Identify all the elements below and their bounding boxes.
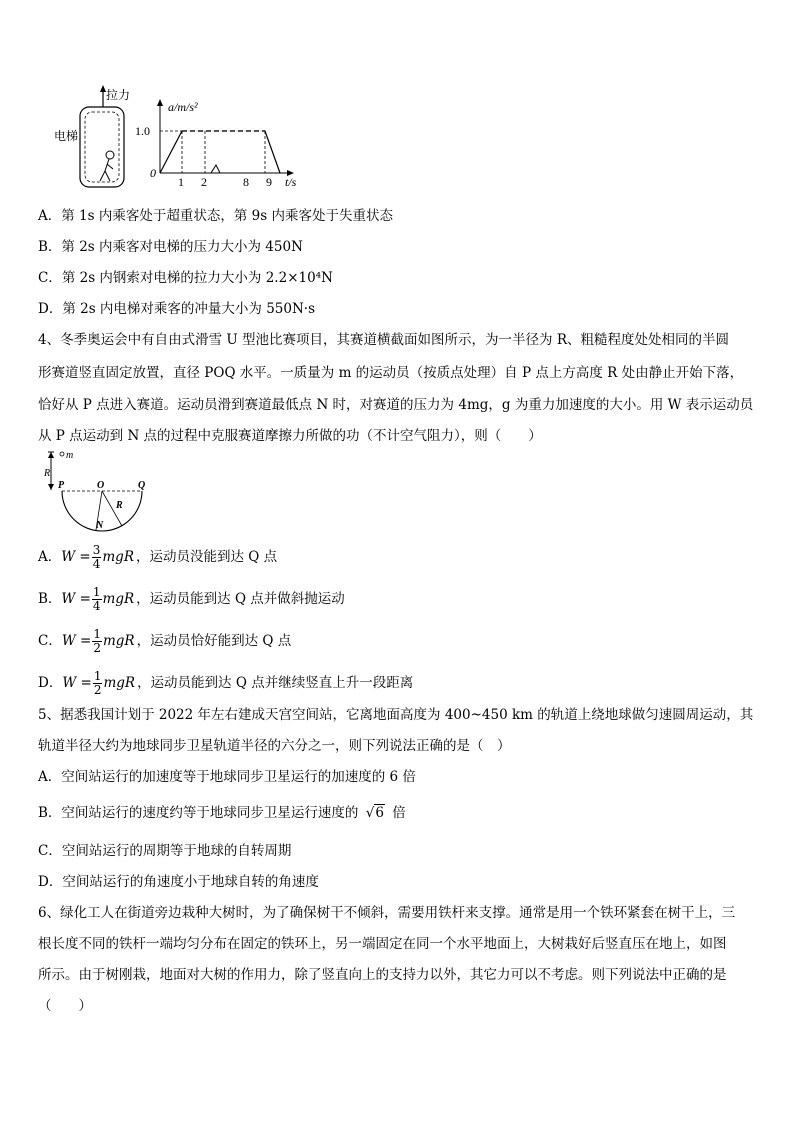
option-b-suffix: 倍 — [392, 805, 406, 821]
halfpipe-svg — [40, 448, 160, 533]
q3-option-a: A．第 1s 内乘客处于超重状态，第 9s 内乘客处于失重状态 — [38, 208, 393, 224]
equation-rhs: mgR — [103, 675, 136, 691]
equation-rhs: mgR — [102, 633, 135, 649]
option-text: ，运动员能到达 Q 点并做斜抛运动 — [136, 591, 345, 607]
q6-stem-line1: 6、绿化工人在街道旁边栽种大树时，为了确保树干不倾斜，需要用铁杆来支撑。通常是用一个铁环紧套在树干上，三 — [38, 905, 736, 921]
equation-rhs: mgR — [102, 549, 134, 565]
fraction — [92, 628, 102, 655]
y-tick-label: 1.0 — [135, 124, 150, 138]
height-r-label: R — [44, 468, 51, 479]
q4-stem-line3: 恰好从 P 点进入赛道。运动员滑到赛道最低点 N 时，对赛道的压力为 4mg，g 为重力加速度的大小。用 W 表示运动员 — [38, 397, 754, 413]
q4-stem-line1: 4、冬季奥运会中有自由式滑雪 U 型池比赛项目，其赛道横截面如图所示，为一半径为 R、粗糙程度处处相同的半圆 — [38, 332, 730, 348]
fraction — [92, 586, 102, 613]
equation-lhs: W = — [61, 549, 91, 565]
elevator-outer — [80, 107, 124, 187]
option-label: D． — [38, 675, 63, 691]
q4-option-b — [38, 585, 345, 613]
q5-option-b — [38, 803, 406, 823]
option-b-text: B．空间站运行的速度约等于地球同步卫星运行速度的 — [38, 805, 359, 821]
denominator: 4 — [92, 598, 101, 613]
q5-option-a: A．空间站运行的加速度等于地球同步卫星运行的加速度的 6 倍 — [38, 769, 416, 785]
q5-stem-line1: 5、据悉我国计划于 2022 年左右建成天宫空间站，它离地面高度为 400~450 km 的轨道上绕地球做匀速圆周运动，其 — [38, 707, 754, 723]
mass-label: m — [66, 450, 74, 461]
q5-option-d: D．空间站运行的角速度小于地球自转的角速度 — [38, 874, 319, 890]
numerator: 1 — [93, 668, 102, 683]
x-tick-1: 1 — [178, 175, 184, 189]
elevator-graph-figure — [50, 85, 310, 195]
lift-label: 电梯 — [54, 129, 79, 143]
q6-stem-line2: 根长度不同的铁杆一端均匀分布在固定的铁环上，另一端固定在同一个水平地面上，大树栽好后竖直压在地上，如图 — [38, 936, 727, 952]
fraction — [92, 544, 102, 571]
fraction — [93, 670, 103, 697]
elevator-inner — [85, 112, 119, 182]
equation-lhs: W = — [61, 591, 91, 607]
sqrt-radicand: 6 — [375, 805, 384, 821]
sqrt-expression — [366, 803, 385, 823]
q4-option-d — [38, 669, 413, 697]
q6-stem-line4: （ ） — [38, 998, 92, 1014]
q3-option-c: C．第 2s 内钢索对电梯的拉力大小为 2.2×10⁴N — [38, 270, 333, 286]
option-label: A． — [38, 549, 62, 565]
point-q-label: Q — [138, 480, 146, 491]
numerator: 1 — [92, 584, 101, 599]
x-tick-8: 8 — [243, 175, 249, 189]
denominator: 2 — [93, 640, 101, 655]
denominator: 4 — [92, 556, 101, 571]
option-text: ，运动员没能到达 Q 点 — [135, 549, 278, 565]
q3-option-d: D．第 2s 内电梯对乘客的冲量大小为 550N·s — [38, 301, 316, 317]
q4-stem-line2: 形赛道竖直固定放置，直径 POQ 水平。一质量为 m 的运动员（按质点处理）自 P 点上方高度 R 处由静止开始下落， — [38, 365, 744, 381]
point-p-label: P — [58, 480, 65, 491]
elevator-graph-svg — [50, 85, 310, 195]
equation-rhs: mgR — [102, 591, 135, 607]
equation-lhs: W = — [61, 633, 92, 649]
option-label: B． — [38, 591, 62, 607]
q4-stem-line4: 从 P 点运动到 N 点的过程中克服赛道摩擦力所做的功（不计空气阻力），则（ ） — [38, 428, 542, 444]
option-text: ，运动员能到达 Q 点并继续竖直上升一段距离 — [137, 675, 414, 691]
halfpipe-figure — [40, 448, 160, 533]
point-o-label: O — [97, 480, 105, 491]
q4-option-a — [38, 543, 277, 571]
q4-option-c — [38, 627, 291, 655]
denominator: 2 — [93, 682, 102, 697]
option-text: ，运动员恰好能到达 Q 点 — [136, 633, 292, 649]
q6-stem-line3: 所示。由于树刚栽，地面对大树的作用力，除了竖直向上的支持力以外，其它力可以不考虑。则下列说法中正确的是 — [38, 967, 727, 983]
equation-lhs: W = — [62, 675, 92, 691]
radius-r-label: R — [116, 500, 123, 511]
q5-stem-line2: 轨道半径大约为地球同步卫星轨道半径的六分之一，则下列说法正确的是（ ） — [38, 738, 511, 754]
q5-option-c: C．空间站运行的周期等于地球的自转周期 — [38, 843, 292, 859]
x-tick-2: 2 — [201, 175, 207, 189]
numerator: 1 — [93, 626, 101, 641]
force-label: 拉力 — [106, 88, 131, 102]
option-label: C． — [38, 633, 62, 649]
point-n-label: N — [96, 520, 104, 531]
x-axis-label: t/s — [285, 175, 297, 189]
sqrt-sign: √ — [365, 805, 375, 821]
y-axis-label: a/m/s² — [168, 100, 198, 114]
origin-label: 0 — [150, 166, 156, 180]
q3-option-b: B．第 2s 内乘客对电梯的压力大小为 450N — [38, 239, 303, 255]
numerator: 3 — [92, 542, 101, 557]
x-tick-9: 9 — [266, 175, 272, 189]
